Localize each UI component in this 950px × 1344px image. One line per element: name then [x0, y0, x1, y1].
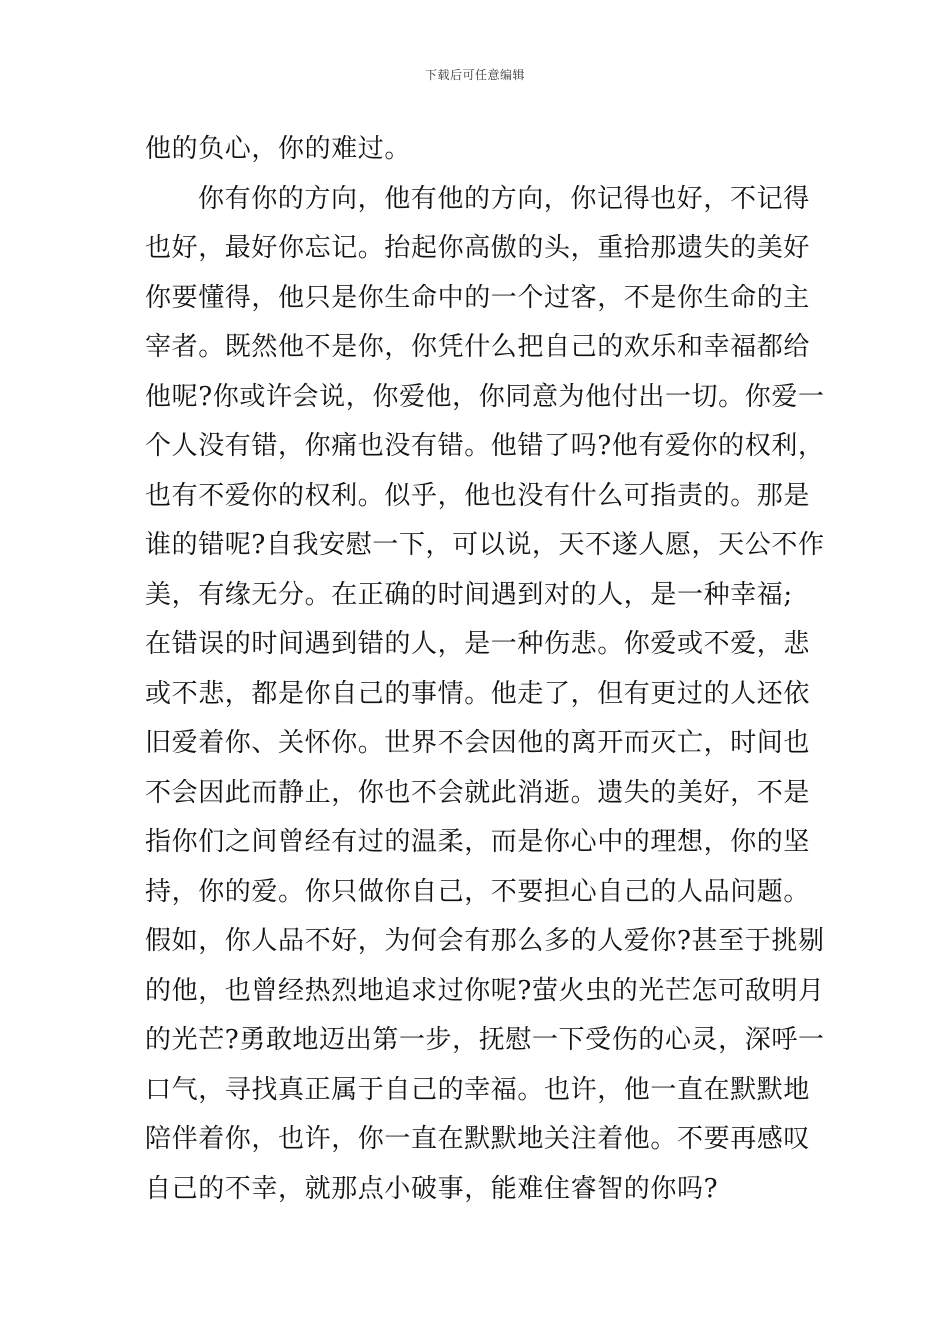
text-line: 或不悲，都是你自己的事情。他走了，但有更过的人还依	[145, 678, 811, 709]
text-line: 他呢?你或许会说，你爱他，你同意为他付出一切。你爱一	[145, 381, 825, 412]
text-line: 谁的错呢?自我安慰一下，可以说，天不遂人愿，天公不作	[145, 530, 825, 560]
text-line: 假如，你人品不好，为何会有那么多的人爱你?甚至于挑剔	[145, 926, 825, 956]
text-line: 在错误的时间遇到错的人，是一种伤悲。你爱或不爱，悲	[145, 629, 811, 659]
text-line: 不会因此而静止，你也不会就此消逝。遗失的美好，不是	[145, 777, 811, 808]
text-line: 持，你的爱。你只做你自己，不要担心自己的人品问题。	[145, 876, 811, 907]
text-line: 指你们之间曾经有过的温柔，而是你心中的理想，你的坚	[145, 827, 811, 857]
text-line: 的他，也曾经热烈地追求过你呢?萤火虫的光芒怎可敌明月	[145, 975, 825, 1006]
text-line: 也好，最好你忘记。抬起你高傲的头，重拾那遗失的美好	[145, 233, 811, 263]
text-line: 陪伴着你，也许，你一直在默默地关注着他。不要再感叹	[145, 1124, 811, 1154]
text-line: 美，有缘无分。在正确的时间遇到对的人，是一种幸福;	[145, 579, 793, 610]
text-line: 也有不爱你的权利。似乎，他也没有什么可指责的。那是	[145, 480, 811, 511]
page-header: 下载后可任意编辑	[424, 68, 525, 82]
text-line: 自己的不幸，就那点小破事，能难住睿智的你吗?	[145, 1173, 719, 1204]
text-line: 口气，寻找真正属于自己的幸福。也许，他一直在默默地	[145, 1074, 811, 1105]
text-line: 宰者。既然他不是你，你凭什么把自己的欢乐和幸福都给	[145, 332, 811, 362]
text-line: 你要懂得，他只是你生命中的一个过客，不是你生命的主	[145, 282, 811, 313]
body-text	[145, 125, 825, 1214]
text-line: 个人没有错，你痛也没有错。他错了吗?他有爱你的权利，	[145, 431, 825, 461]
paragraph-first-line: 你有你的方向，他有他的方向，你记得也好，不记得	[198, 183, 810, 214]
text-line: 旧爱着你、关怀你。世界不会因他的离开而灭亡，时间也	[145, 728, 811, 758]
text-line: 的光芒?勇敢地迈出第一步，抚慰一下受伤的心灵，深呼一	[145, 1025, 825, 1055]
text-line: 他的负心，你的难过。	[145, 134, 412, 164]
